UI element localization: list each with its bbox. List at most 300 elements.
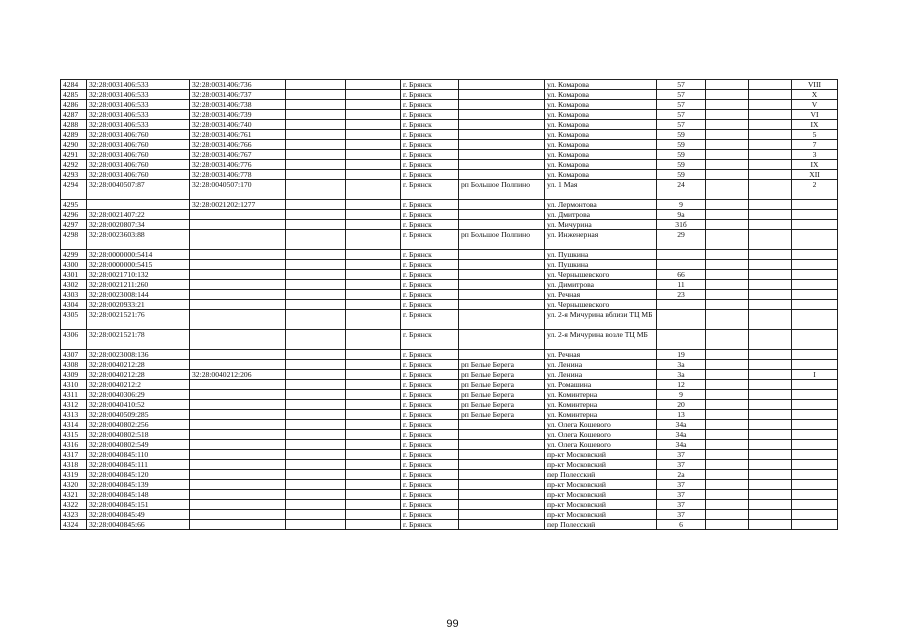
table-cell: [792, 300, 838, 310]
table-cell: ул. Комарова: [545, 130, 657, 140]
table-cell: [706, 410, 749, 420]
table-cell: VI: [792, 110, 838, 120]
table-cell: 4308: [61, 360, 87, 370]
table-cell: [346, 90, 401, 100]
table-cell: г. Брянск: [401, 360, 459, 370]
table-cell: 32:28:0031406:767: [190, 150, 286, 160]
table-cell: [286, 510, 346, 520]
table-cell: 4302: [61, 280, 87, 290]
table-cell: 19: [657, 350, 706, 360]
table-cell: [346, 310, 401, 330]
table-cell: [346, 210, 401, 220]
table-cell: г. Брянск: [401, 220, 459, 230]
table-cell: [657, 250, 706, 260]
table-cell: [706, 150, 749, 160]
table-cell: [190, 290, 286, 300]
table-cell: [346, 130, 401, 140]
table-cell: 32:28:0040845:120: [87, 470, 190, 480]
table-cell: г. Брянск: [401, 490, 459, 500]
table-cell: [286, 520, 346, 530]
table-cell: [346, 370, 401, 380]
table-cell: [346, 400, 401, 410]
table-cell: [286, 280, 346, 290]
table-cell: 32:28:0021211:260: [87, 280, 190, 290]
table-cell: [190, 210, 286, 220]
table-cell: [190, 260, 286, 270]
table-cell: [190, 300, 286, 310]
table-cell: [190, 380, 286, 390]
table-cell: 4312: [61, 400, 87, 410]
table-cell: пер Полесский: [545, 470, 657, 480]
table-cell: 4311: [61, 390, 87, 400]
table-cell: [286, 120, 346, 130]
table-cell: 4323: [61, 510, 87, 520]
table-cell: [749, 270, 792, 280]
table-cell: [706, 450, 749, 460]
table-cell: [749, 460, 792, 470]
table-cell: [792, 500, 838, 510]
table-cell: [286, 490, 346, 500]
table-cell: [190, 480, 286, 490]
table-cell: [286, 230, 346, 250]
table-cell: [286, 80, 346, 90]
table-cell: [749, 450, 792, 460]
table-cell: [749, 170, 792, 180]
table-cell: 32:28:0023008:136: [87, 350, 190, 360]
table-row: [61, 230, 838, 250]
table-cell: г. Брянск: [401, 100, 459, 110]
table-cell: г. Брянск: [401, 260, 459, 270]
table-cell: 66: [657, 270, 706, 280]
table-row: [61, 170, 838, 180]
table-cell: [706, 510, 749, 520]
table-cell: 32:28:0040212:2: [87, 380, 190, 390]
table-cell: г. Брянск: [401, 390, 459, 400]
table-cell: 9: [657, 200, 706, 210]
table-cell: [749, 220, 792, 230]
table-cell: 32:28:0031406:739: [190, 110, 286, 120]
table-cell: [792, 380, 838, 390]
table-cell: ул. Пушкина: [545, 250, 657, 260]
table-cell: [706, 420, 749, 430]
table-cell: [706, 480, 749, 490]
table-cell: [706, 500, 749, 510]
table-cell: пр-кт Московский: [545, 510, 657, 520]
table-cell: IX: [792, 160, 838, 170]
table-cell: [286, 390, 346, 400]
table-cell: 4307: [61, 350, 87, 360]
table-cell: 29: [657, 230, 706, 250]
table-cell: [749, 410, 792, 420]
table-cell: ул. Лермонтова: [545, 200, 657, 210]
table-row: [61, 300, 838, 310]
table-cell: [459, 150, 545, 160]
table-cell: рп Белые Берега: [459, 410, 545, 420]
table-cell: [792, 210, 838, 220]
table-cell: ул. Олега Кошевого: [545, 420, 657, 430]
table-cell: 5: [792, 130, 838, 140]
table-cell: [286, 250, 346, 260]
table-cell: пр-кт Московский: [545, 480, 657, 490]
table-cell: [459, 250, 545, 260]
table-cell: [657, 330, 706, 350]
table-row: [61, 380, 838, 390]
table-cell: [346, 360, 401, 370]
table-cell: 4306: [61, 330, 87, 350]
table-cell: г. Брянск: [401, 160, 459, 170]
table-cell: [706, 80, 749, 90]
table-cell: [190, 520, 286, 530]
table-row: [61, 210, 838, 220]
table-cell: [346, 380, 401, 390]
table-cell: [792, 310, 838, 330]
table-cell: [749, 100, 792, 110]
table-cell: ул. Олега Кошевого: [545, 440, 657, 450]
table-cell: [459, 90, 545, 100]
table-cell: г. Брянск: [401, 210, 459, 220]
registry-table: [60, 79, 838, 530]
table-cell: 32:28:0040845:148: [87, 490, 190, 500]
table-cell: [459, 260, 545, 270]
table-cell: [346, 270, 401, 280]
table-cell: рп Белые Берега: [459, 370, 545, 380]
table-row: [61, 330, 838, 350]
table-row: [61, 400, 838, 410]
table-cell: 32:28:0021521:78: [87, 330, 190, 350]
table-cell: [657, 260, 706, 270]
table-cell: [792, 480, 838, 490]
table-cell: 32:28:0031406:533: [87, 80, 190, 90]
table-cell: [749, 490, 792, 500]
table-cell: [706, 390, 749, 400]
table-cell: [190, 420, 286, 430]
table-cell: [286, 160, 346, 170]
table-cell: [459, 210, 545, 220]
table-cell: ул. Комарова: [545, 150, 657, 160]
table-cell: [346, 300, 401, 310]
table-cell: ул. Ленина: [545, 370, 657, 380]
table-cell: 20: [657, 400, 706, 410]
table-cell: г. Брянск: [401, 430, 459, 440]
table-cell: [190, 220, 286, 230]
table-cell: г. Брянск: [401, 500, 459, 510]
table-cell: 32:28:0031406:533: [87, 120, 190, 130]
table-cell: 32:28:0040845:110: [87, 450, 190, 460]
table-cell: 4284: [61, 80, 87, 90]
table-cell: 4298: [61, 230, 87, 250]
table-cell: [749, 120, 792, 130]
table-cell: 11: [657, 280, 706, 290]
table-cell: рп Белые Берега: [459, 390, 545, 400]
table-row: [61, 130, 838, 140]
table-cell: ул. Комарова: [545, 80, 657, 90]
table-cell: г. Брянск: [401, 150, 459, 160]
table-cell: [706, 170, 749, 180]
table-cell: 4286: [61, 100, 87, 110]
table-cell: [459, 310, 545, 330]
table-cell: 32:28:0040507:170: [190, 180, 286, 200]
table-cell: [190, 390, 286, 400]
table-cell: X: [792, 90, 838, 100]
table-cell: 32:28:0031406:760: [87, 170, 190, 180]
table-cell: 32:28:0040306:29: [87, 390, 190, 400]
table-cell: 32:28:0040212:28: [87, 370, 190, 380]
table-cell: [706, 460, 749, 470]
table-cell: [749, 160, 792, 170]
table-cell: VIII: [792, 80, 838, 90]
table-cell: пр-кт Московский: [545, 450, 657, 460]
table-cell: 4304: [61, 300, 87, 310]
table-cell: [190, 440, 286, 450]
table-cell: 32:28:0031406:737: [190, 90, 286, 100]
table-cell: 4317: [61, 450, 87, 460]
table-cell: г. Брянск: [401, 170, 459, 180]
table-cell: [792, 200, 838, 210]
table-cell: ул. 1 Мая: [545, 180, 657, 200]
table-cell: [459, 140, 545, 150]
table-cell: 4297: [61, 220, 87, 230]
table-cell: 59: [657, 130, 706, 140]
table-cell: [459, 440, 545, 450]
table-cell: [749, 370, 792, 380]
table-cell: ул. Мичурина: [545, 220, 657, 230]
table-cell: [706, 370, 749, 380]
table-row: [61, 480, 838, 490]
table-cell: 4322: [61, 500, 87, 510]
table-cell: 4303: [61, 290, 87, 300]
table-cell: 32:28:0040845:111: [87, 460, 190, 470]
table-cell: [346, 450, 401, 460]
table-cell: 32:28:0040507:87: [87, 180, 190, 200]
table-cell: рп Большое Полпино: [459, 180, 545, 200]
table-cell: [749, 130, 792, 140]
table-cell: [459, 330, 545, 350]
table-row: [61, 180, 838, 200]
table-cell: [749, 140, 792, 150]
table-cell: [459, 490, 545, 500]
table-row: [61, 250, 838, 260]
table-cell: г. Брянск: [401, 250, 459, 260]
table-row: [61, 420, 838, 430]
table-cell: 32:28:0021202:1277: [190, 200, 286, 210]
page-number: 99: [446, 618, 459, 630]
table-cell: [657, 300, 706, 310]
table-cell: [749, 200, 792, 210]
table-cell: 32:28:0040845:151: [87, 500, 190, 510]
table-cell: [459, 200, 545, 210]
table-cell: [459, 170, 545, 180]
table-cell: [706, 230, 749, 250]
table-cell: [286, 450, 346, 460]
table-cell: 32:28:0040212:206: [190, 370, 286, 380]
table-cell: рп Белые Берега: [459, 360, 545, 370]
table-cell: 32:28:0031406:778: [190, 170, 286, 180]
table-cell: [749, 110, 792, 120]
table-cell: [792, 260, 838, 270]
table-cell: [706, 210, 749, 220]
table-cell: 32:28:0031406:740: [190, 120, 286, 130]
table-cell: [792, 410, 838, 420]
table-cell: [706, 300, 749, 310]
table-cell: [749, 150, 792, 160]
table-cell: г. Брянск: [401, 420, 459, 430]
table-cell: [190, 310, 286, 330]
table-row: [61, 450, 838, 460]
table-cell: [346, 430, 401, 440]
table-cell: [792, 510, 838, 520]
table-cell: [792, 280, 838, 290]
table-row: [61, 220, 838, 230]
table-cell: г. Брянск: [401, 280, 459, 290]
table-cell: 32:28:0040802:256: [87, 420, 190, 430]
table-cell: [706, 260, 749, 270]
table-cell: [346, 220, 401, 230]
table-cell: [706, 310, 749, 330]
table-row: [61, 510, 838, 520]
table-cell: рп Белые Берега: [459, 400, 545, 410]
table-cell: [706, 360, 749, 370]
table-cell: [286, 460, 346, 470]
table-cell: 57: [657, 90, 706, 100]
table-cell: г. Брянск: [401, 140, 459, 150]
table-cell: г. Брянск: [401, 520, 459, 530]
table-cell: 12: [657, 380, 706, 390]
table-cell: [346, 80, 401, 90]
table-cell: [286, 260, 346, 270]
table-cell: г. Брянск: [401, 270, 459, 280]
table-cell: [459, 350, 545, 360]
table-row: [61, 260, 838, 270]
table-row: [61, 360, 838, 370]
table-cell: 3: [792, 150, 838, 160]
table-cell: 34а: [657, 430, 706, 440]
table-cell: XII: [792, 170, 838, 180]
table-cell: г. Брянск: [401, 290, 459, 300]
table-cell: 4319: [61, 470, 87, 480]
table-cell: 57: [657, 100, 706, 110]
table-cell: [706, 130, 749, 140]
table-cell: [346, 150, 401, 160]
table-cell: 37: [657, 460, 706, 470]
table-cell: г. Брянск: [401, 120, 459, 130]
table-cell: [346, 250, 401, 260]
table-cell: [749, 90, 792, 100]
table-cell: г. Брянск: [401, 410, 459, 420]
table-cell: [792, 230, 838, 250]
table-cell: г. Брянск: [401, 510, 459, 520]
table-cell: ул. Коминтерна: [545, 400, 657, 410]
table-cell: [190, 490, 286, 500]
table-cell: [286, 430, 346, 440]
table-cell: ул. Комарова: [545, 120, 657, 130]
table-cell: [346, 490, 401, 500]
table-cell: [706, 160, 749, 170]
table-cell: [286, 380, 346, 390]
table-cell: [346, 170, 401, 180]
table-row: [61, 270, 838, 280]
table-cell: [346, 390, 401, 400]
table-cell: [346, 200, 401, 210]
table-cell: 4305: [61, 310, 87, 330]
table-cell: [706, 270, 749, 280]
table-row: [61, 460, 838, 470]
table-row: [61, 350, 838, 360]
table-cell: [190, 410, 286, 420]
table-cell: [792, 290, 838, 300]
table-cell: 3а: [657, 360, 706, 370]
table-cell: [286, 400, 346, 410]
table-cell: [749, 520, 792, 530]
table-cell: пер Полесский: [545, 520, 657, 530]
table-cell: [749, 400, 792, 410]
table-cell: [706, 350, 749, 360]
table-cell: [706, 440, 749, 450]
table-cell: [286, 150, 346, 160]
table-cell: [286, 350, 346, 360]
table-cell: [706, 400, 749, 410]
table-cell: 37: [657, 500, 706, 510]
table-cell: ул. Речная: [545, 290, 657, 300]
table-cell: ул. Речная: [545, 350, 657, 360]
table-cell: [749, 380, 792, 390]
table-cell: [346, 520, 401, 530]
table-cell: [749, 300, 792, 310]
table-cell: [792, 490, 838, 500]
table-cell: [346, 290, 401, 300]
table-cell: 32:28:0040212:28: [87, 360, 190, 370]
table-cell: [792, 390, 838, 400]
table-cell: г. Брянск: [401, 110, 459, 120]
table-cell: ул. Комарова: [545, 170, 657, 180]
table-cell: 32:28:0021710:132: [87, 270, 190, 280]
table-cell: [286, 330, 346, 350]
table-cell: [459, 470, 545, 480]
table-cell: [459, 270, 545, 280]
table-cell: [706, 110, 749, 120]
table-cell: [286, 100, 346, 110]
table-cell: ул. Комарова: [545, 100, 657, 110]
table-cell: 4290: [61, 140, 87, 150]
table-cell: ул. Пушкина: [545, 260, 657, 270]
table-cell: г. Брянск: [401, 130, 459, 140]
table-cell: [792, 250, 838, 260]
table-cell: V: [792, 100, 838, 110]
table-cell: ул. Комарова: [545, 110, 657, 120]
table-cell: IX: [792, 120, 838, 130]
table-cell: г. Брянск: [401, 90, 459, 100]
table-cell: [459, 130, 545, 140]
table-cell: [286, 170, 346, 180]
table-cell: ул. Комарова: [545, 160, 657, 170]
table-cell: ул. Чернышевского: [545, 270, 657, 280]
table-cell: [459, 300, 545, 310]
table-cell: пр-кт Московский: [545, 460, 657, 470]
table-cell: ул. Ромашина: [545, 380, 657, 390]
table-cell: ул. Коминтерна: [545, 390, 657, 400]
table-row: [61, 390, 838, 400]
table-cell: 32:28:0020807:34: [87, 220, 190, 230]
table-cell: [706, 280, 749, 290]
table-cell: [286, 220, 346, 230]
table-cell: [346, 140, 401, 150]
table-cell: [286, 410, 346, 420]
table-cell: [706, 520, 749, 530]
table-cell: [749, 510, 792, 520]
table-cell: 34а: [657, 420, 706, 430]
table-cell: [706, 430, 749, 440]
table-cell: 4296: [61, 210, 87, 220]
table-cell: 59: [657, 160, 706, 170]
